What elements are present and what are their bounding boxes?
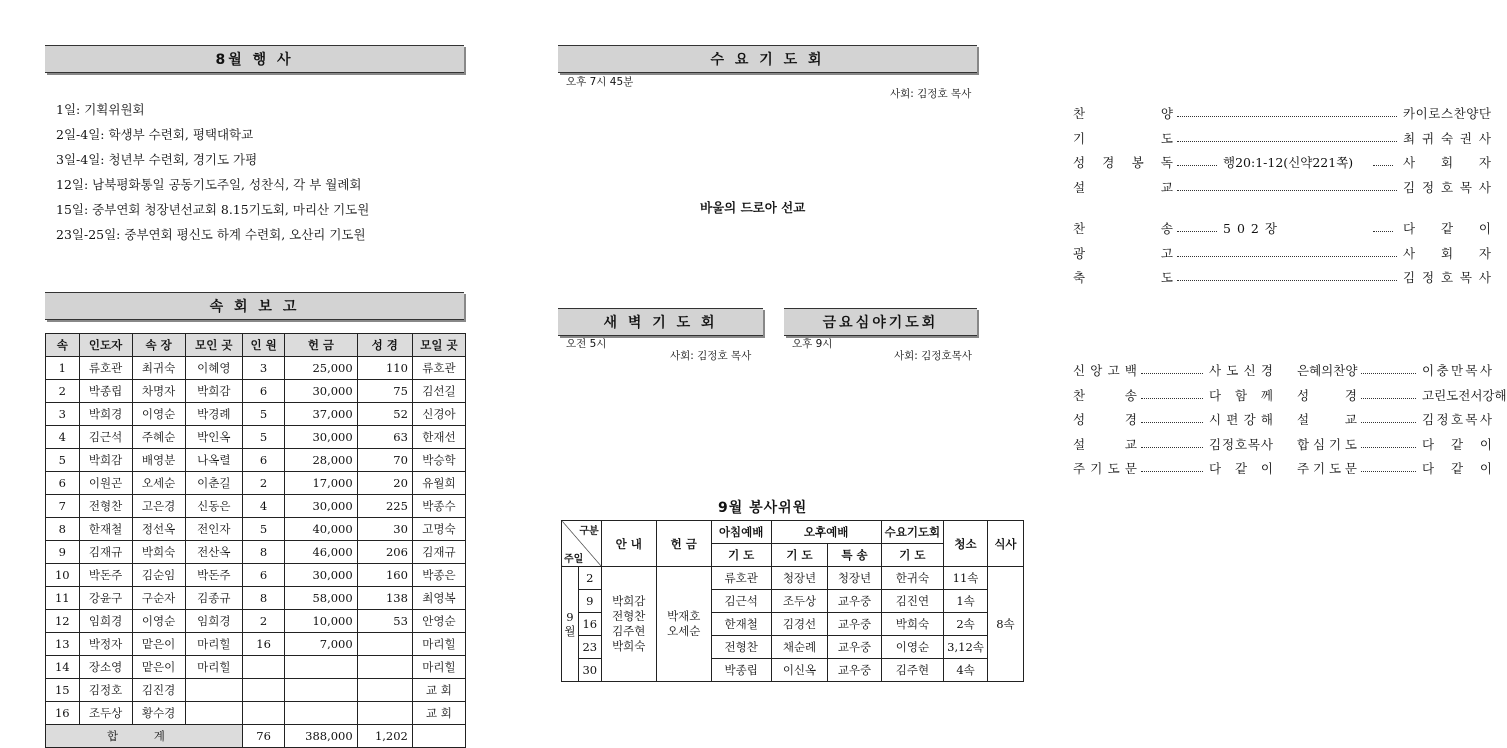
attendance-header: 속 장 — [132, 334, 185, 357]
offer-cell — [656, 567, 711, 682]
table-cell: 2 — [242, 472, 284, 495]
table-cell: 2 — [46, 380, 80, 403]
table-cell: 7 — [46, 495, 80, 518]
table-cell: 강윤구 — [79, 587, 132, 610]
table-cell: 이혜영 — [185, 357, 242, 380]
service-person: 이신옥 — [771, 659, 828, 682]
program-item: 찬 송 — [1073, 387, 1137, 403]
event-item: 1일: 기획위원회 — [56, 102, 145, 117]
total-row — [46, 725, 466, 748]
event-item: 15일: 중부연회 청장년선교회 8.15기도회, 마리산 기도원 — [56, 202, 370, 217]
table-cell: 한재철 — [79, 518, 132, 541]
program-item: 기 도 — [1073, 130, 1173, 146]
table-cell: 30,000 — [285, 380, 358, 403]
attendance-title: 속 회 보 고 — [45, 292, 464, 320]
program-row — [1073, 218, 1491, 240]
table-cell: 김진경 — [132, 679, 185, 702]
table-cell: 37,000 — [285, 403, 358, 426]
friday-time: 오후 9시 — [792, 338, 833, 350]
table-cell: 황수경 — [132, 702, 185, 725]
program-item: 찬 송 — [1073, 221, 1173, 236]
table-cell: 박종립 — [79, 380, 132, 403]
program-item: 주 기 도 문 — [1297, 461, 1357, 476]
table-cell: 신경아 — [412, 403, 465, 426]
table-cell: 박희감 — [79, 449, 132, 472]
table-cell: 김정호 — [79, 679, 132, 702]
table-cell: 30,000 — [285, 495, 358, 518]
attendance-table — [45, 333, 466, 748]
meal-header: 식사 — [987, 521, 1023, 567]
table-cell: 5 — [242, 403, 284, 426]
week-label: 주일 — [564, 554, 584, 565]
prayer-header: 기 도 — [771, 544, 828, 567]
service-person: 청장년 — [828, 567, 881, 590]
gubun-label: 구분 — [579, 526, 599, 537]
service-person: 한귀숙 — [881, 567, 944, 590]
table-cell: 이원곤 — [79, 472, 132, 495]
events-list — [56, 97, 369, 247]
wednesday-time: 오후 7시 45분 — [566, 76, 634, 88]
service-person: 김근석 — [711, 590, 771, 613]
table-cell: 11 — [46, 587, 80, 610]
table-cell: 160 — [357, 564, 412, 587]
table-cell — [357, 679, 412, 702]
table-cell: 이영순 — [132, 403, 185, 426]
table-cell: 박돈주 — [79, 564, 132, 587]
program-item: 설 교 — [1297, 412, 1357, 427]
guide-name: 박희숙 — [612, 639, 646, 653]
table-cell: 13 — [46, 633, 80, 656]
table-row — [46, 679, 466, 702]
program-row — [1073, 128, 1491, 150]
table-row — [46, 633, 466, 656]
table-cell — [185, 702, 242, 725]
table-cell: 김종규 — [185, 587, 242, 610]
guide-header: 안 내 — [601, 521, 656, 567]
program-detail: 행20:1-12(신약221쪽) — [1223, 155, 1354, 170]
service-person: 조두상 — [771, 590, 828, 613]
table-cell: 김재규 — [412, 541, 465, 564]
week-date: 9 — [578, 590, 601, 613]
table-cell: 110 — [357, 357, 412, 380]
event-item: 23일-25일: 중부연회 평신도 하계 수련회, 오산리 기도원 — [56, 227, 366, 242]
table-cell: 2 — [242, 610, 284, 633]
table-cell: 25,000 — [285, 357, 358, 380]
program-row — [1073, 103, 1491, 125]
program-item: 성 경 — [1073, 412, 1137, 427]
table-cell: 김순임 — [132, 564, 185, 587]
table-cell: 맡은이 — [132, 633, 185, 656]
table-cell — [242, 702, 284, 725]
table-cell: 류호관 — [412, 357, 465, 380]
program-item: 주 기 도 문 — [1073, 461, 1137, 476]
service-person: 한재철 — [711, 613, 771, 636]
table-cell: 7,000 — [285, 633, 358, 656]
program-row — [1297, 434, 1492, 456]
month-cell: 9월 — [562, 567, 579, 682]
table-cell — [357, 633, 412, 656]
program-row — [1073, 152, 1491, 174]
meal-cell: 8속 — [987, 567, 1023, 682]
table-row — [46, 541, 466, 564]
program-person: 김 정 호 목 사 — [1403, 179, 1491, 195]
table-row — [46, 610, 466, 633]
service-person: 김주현 — [881, 659, 944, 682]
program-item: 설 교 — [1073, 436, 1137, 452]
service-person: 교우중 — [828, 613, 881, 636]
program-item: 광 고 — [1073, 245, 1173, 261]
table-cell: 박종수 — [412, 495, 465, 518]
table-cell: 3 — [46, 403, 80, 426]
program-row — [1073, 458, 1273, 480]
attendance-header: 헌 금 — [285, 334, 358, 357]
friday-title: 금요심야기도회 — [784, 308, 977, 336]
program-person: 이 충 만 목 사 — [1422, 363, 1492, 378]
table-cell: 28,000 — [285, 449, 358, 472]
table-cell: 박정자 — [79, 633, 132, 656]
table-cell: 75 — [357, 380, 412, 403]
table-cell: 임희경 — [185, 610, 242, 633]
wednesday-title: 수 요 기 도 회 — [558, 45, 977, 73]
program-item: 찬 양 — [1073, 106, 1173, 121]
attendance-header: 인 원 — [242, 334, 284, 357]
table-cell: 12 — [46, 610, 80, 633]
table-cell: 4 — [242, 495, 284, 518]
table-cell: 나옥렬 — [185, 449, 242, 472]
program-person: 다 함 께 — [1209, 387, 1273, 403]
table-cell: 류호관 — [79, 357, 132, 380]
program-item: 신 앙 고 백 — [1073, 363, 1137, 378]
table-cell: 10 — [46, 564, 80, 587]
table-cell: 주혜순 — [132, 426, 185, 449]
program-person: 사 회 자 — [1403, 155, 1491, 170]
program-person: 다 같 이 — [1422, 436, 1492, 452]
service-person: 김경선 — [771, 613, 828, 636]
table-cell: 박경례 — [185, 403, 242, 426]
table-cell: 1 — [46, 357, 80, 380]
program-row — [1073, 243, 1491, 265]
left-page — [0, 0, 512, 743]
table-row — [46, 380, 466, 403]
clean-cell: 1속 — [944, 590, 988, 613]
program-row — [1297, 385, 1507, 407]
table-cell: 배영분 — [132, 449, 185, 472]
program-row — [1297, 409, 1492, 431]
table-cell: 박종은 — [412, 564, 465, 587]
total-label: 합 계 — [46, 725, 243, 748]
table-cell: 마리힐 — [412, 656, 465, 679]
service-person: 이영순 — [881, 636, 944, 659]
table-cell: 최영복 — [412, 587, 465, 610]
clean-cell: 11속 — [944, 567, 988, 590]
table-cell: 16 — [46, 702, 80, 725]
guide-cell — [601, 567, 656, 682]
table-cell: 52 — [357, 403, 412, 426]
event-item: 12일: 남북평화통일 공동기도주일, 성찬식, 각 부 월례회 — [56, 177, 362, 192]
table-cell: 조두상 — [79, 702, 132, 725]
guide-name: 김주현 — [612, 624, 646, 638]
service-table — [561, 520, 1024, 682]
table-cell: 신동은 — [185, 495, 242, 518]
table-cell: 박돈주 — [185, 564, 242, 587]
table-row — [46, 426, 466, 449]
table-cell: 6 — [242, 380, 284, 403]
table-cell: 교 회 — [412, 702, 465, 725]
table-row — [46, 518, 466, 541]
program-row — [1297, 360, 1492, 382]
events-title: 8월 행 사 — [45, 45, 464, 73]
table-cell: 맡은이 — [132, 656, 185, 679]
table-cell: 4 — [46, 426, 80, 449]
dawn-host: 사회: 김정호 목사 — [670, 350, 752, 362]
service-person: 교우중 — [828, 659, 881, 682]
friday-host: 사회: 김정호목사 — [894, 350, 972, 362]
service-header-row — [562, 521, 1024, 544]
table-cell: 마리힐 — [412, 633, 465, 656]
table-cell: 안영순 — [412, 610, 465, 633]
attendance-header: 모인 곳 — [185, 334, 242, 357]
event-item: 3일-4일: 청년부 수련회, 경기도 가평 — [56, 152, 258, 167]
total-offering: 388,000 — [285, 725, 358, 748]
table-row — [46, 403, 466, 426]
table-cell: 이춘길 — [185, 472, 242, 495]
service-person: 청장년 — [771, 567, 828, 590]
event-item: 2일-4일: 학생부 수련회, 평택대학교 — [56, 127, 254, 142]
offer-name: 오세순 — [667, 624, 701, 638]
table-cell: 박희경 — [79, 403, 132, 426]
table-cell: 최귀숙 — [132, 357, 185, 380]
table-row — [46, 702, 466, 725]
table-cell: 박희숙 — [132, 541, 185, 564]
program-person: 사 회 자 — [1403, 245, 1491, 261]
table-cell: 30,000 — [285, 564, 358, 587]
program-row — [1073, 434, 1273, 456]
clean-header: 청소 — [944, 521, 988, 567]
table-cell: 8 — [242, 587, 284, 610]
table-cell: 46,000 — [285, 541, 358, 564]
program-person: 카 이 로 스 찬 양 단 — [1403, 106, 1491, 121]
attendance-header: 인도자 — [79, 334, 132, 357]
table-cell: 박승학 — [412, 449, 465, 472]
sermon-title: 바울의 드로아 선교 — [700, 200, 806, 215]
morning-header: 아침예배 — [711, 521, 771, 544]
table-cell: 차명자 — [132, 380, 185, 403]
table-cell: 김선길 — [412, 380, 465, 403]
service-person: 교우중 — [828, 636, 881, 659]
program-person: 김 정 호 목 사 — [1403, 270, 1491, 285]
program-item: 성 경 봉 독 — [1073, 155, 1173, 170]
table-row — [46, 449, 466, 472]
program-person: 다 같 이 — [1422, 461, 1492, 476]
special-header: 특 송 — [828, 544, 881, 567]
attendance-header: 속 — [46, 334, 80, 357]
prayer-header: 기 도 — [711, 544, 771, 567]
program-row — [1073, 267, 1491, 289]
service-person: 교우중 — [828, 590, 881, 613]
table-cell: 206 — [357, 541, 412, 564]
program-item: 합 심 기 도 — [1297, 436, 1357, 452]
week-date: 16 — [578, 613, 601, 636]
guide-name: 박희감 — [612, 594, 646, 608]
table-cell: 오세순 — [132, 472, 185, 495]
program-item: 성 경 — [1297, 387, 1357, 403]
table-cell: 김근석 — [79, 426, 132, 449]
program-person: 사 도 신 경 — [1209, 363, 1273, 378]
table-cell: 63 — [357, 426, 412, 449]
program-row — [1073, 409, 1273, 431]
program-person: 시 편 강 해 — [1209, 412, 1273, 427]
table-cell — [285, 702, 358, 725]
guide-name: 전형찬 — [612, 609, 646, 623]
attendance-header: 성 경 — [357, 334, 412, 357]
table-cell: 3 — [242, 357, 284, 380]
service-person: 박희숙 — [881, 613, 944, 636]
service-person: 박종립 — [711, 659, 771, 682]
table-cell: 8 — [242, 541, 284, 564]
table-row — [46, 472, 466, 495]
program-person: 고 린 도 전 서 강 해 — [1422, 387, 1507, 403]
table-cell: 장소영 — [79, 656, 132, 679]
program-item: 설 교 — [1073, 179, 1173, 195]
total-bible: 1,202 — [357, 725, 412, 748]
program-person: 김 정 호 목 사 — [1422, 412, 1492, 427]
corner-cell — [562, 521, 602, 567]
table-row — [46, 564, 466, 587]
table-cell — [357, 656, 412, 679]
table-cell: 20 — [357, 472, 412, 495]
table-cell — [357, 702, 412, 725]
table-cell: 14 — [46, 656, 80, 679]
clean-cell: 4속 — [944, 659, 988, 682]
wed-header: 수요기도회 — [881, 521, 944, 544]
table-cell: 30,000 — [285, 426, 358, 449]
table-cell: 17,000 — [285, 472, 358, 495]
table-cell: 15 — [46, 679, 80, 702]
program-row — [1297, 458, 1492, 480]
total-count: 76 — [242, 725, 284, 748]
table-cell: 유월희 — [412, 472, 465, 495]
table-cell: 정선옥 — [132, 518, 185, 541]
service-person: 전형찬 — [711, 636, 771, 659]
clean-cell: 3,12속 — [944, 636, 988, 659]
table-cell: 6 — [46, 472, 80, 495]
table-cell: 5 — [46, 449, 80, 472]
table-cell: 225 — [357, 495, 412, 518]
program-person: 다 같 이 — [1209, 461, 1273, 476]
table-cell: 30 — [357, 518, 412, 541]
table-cell: 6 — [242, 449, 284, 472]
table-cell: 5 — [242, 518, 284, 541]
prayer-header: 기 도 — [881, 544, 944, 567]
service-person: 류호관 — [711, 567, 771, 590]
table-cell — [285, 656, 358, 679]
table-cell: 한재선 — [412, 426, 465, 449]
week-date: 30 — [578, 659, 601, 682]
program-item: 축 도 — [1073, 270, 1173, 285]
program-row — [1073, 177, 1491, 199]
table-cell — [242, 656, 284, 679]
table-cell: 16 — [242, 633, 284, 656]
service-person: 채순례 — [771, 636, 828, 659]
table-cell — [185, 679, 242, 702]
program-person: 다 같 이 — [1403, 221, 1491, 236]
table-cell — [242, 679, 284, 702]
table-cell: 마리힐 — [185, 633, 242, 656]
table-row — [46, 357, 466, 380]
table-cell: 교 회 — [412, 679, 465, 702]
afternoon-header: 오후예배 — [771, 521, 881, 544]
total-empty — [412, 725, 465, 748]
program-person: 김 정 호 목 사 — [1209, 436, 1273, 452]
dawn-time: 오전 5시 — [566, 338, 607, 350]
table-cell: 138 — [357, 587, 412, 610]
table-cell: 고은경 — [132, 495, 185, 518]
program-detail: 502장 — [1223, 221, 1283, 236]
table-cell: 이영순 — [132, 610, 185, 633]
table-cell — [285, 679, 358, 702]
week-date: 23 — [578, 636, 601, 659]
clean-cell: 2속 — [944, 613, 988, 636]
table-cell: 전산옥 — [185, 541, 242, 564]
service-person: 김진연 — [881, 590, 944, 613]
table-cell: 구순자 — [132, 587, 185, 610]
table-cell: 전인자 — [185, 518, 242, 541]
table-cell: 8 — [46, 518, 80, 541]
table-cell: 임희경 — [79, 610, 132, 633]
wednesday-host: 사회: 김정호 목사 — [890, 88, 972, 100]
attendance-header: 모일 곳 — [412, 334, 465, 357]
program-item: 은 혜 의 찬 양 — [1297, 363, 1358, 378]
table-cell: 10,000 — [285, 610, 358, 633]
table-cell: 박인옥 — [185, 426, 242, 449]
program-row — [1073, 385, 1273, 407]
table-cell: 전형찬 — [79, 495, 132, 518]
program-row — [1073, 360, 1273, 382]
table-cell: 고명숙 — [412, 518, 465, 541]
table-cell: 70 — [357, 449, 412, 472]
table-cell: 58,000 — [285, 587, 358, 610]
table-cell: 5 — [242, 426, 284, 449]
table-cell: 40,000 — [285, 518, 358, 541]
service-row — [562, 567, 1024, 590]
week-date: 2 — [578, 567, 601, 590]
offer-name: 박재호 — [667, 609, 701, 623]
table-cell: 6 — [242, 564, 284, 587]
table-cell: 9 — [46, 541, 80, 564]
table-cell: 53 — [357, 610, 412, 633]
table-row — [46, 587, 466, 610]
offer-header: 헌 금 — [656, 521, 711, 567]
dawn-title: 새 벽 기 도 회 — [558, 308, 763, 336]
table-row — [46, 656, 466, 679]
table-cell: 김재규 — [79, 541, 132, 564]
table-row — [46, 495, 466, 518]
program-person: 최 귀 숙 권 사 — [1403, 130, 1491, 146]
table-cell: 마리힐 — [185, 656, 242, 679]
service-title: 9월 봉사위원 — [718, 500, 808, 516]
table-cell: 박희감 — [185, 380, 242, 403]
